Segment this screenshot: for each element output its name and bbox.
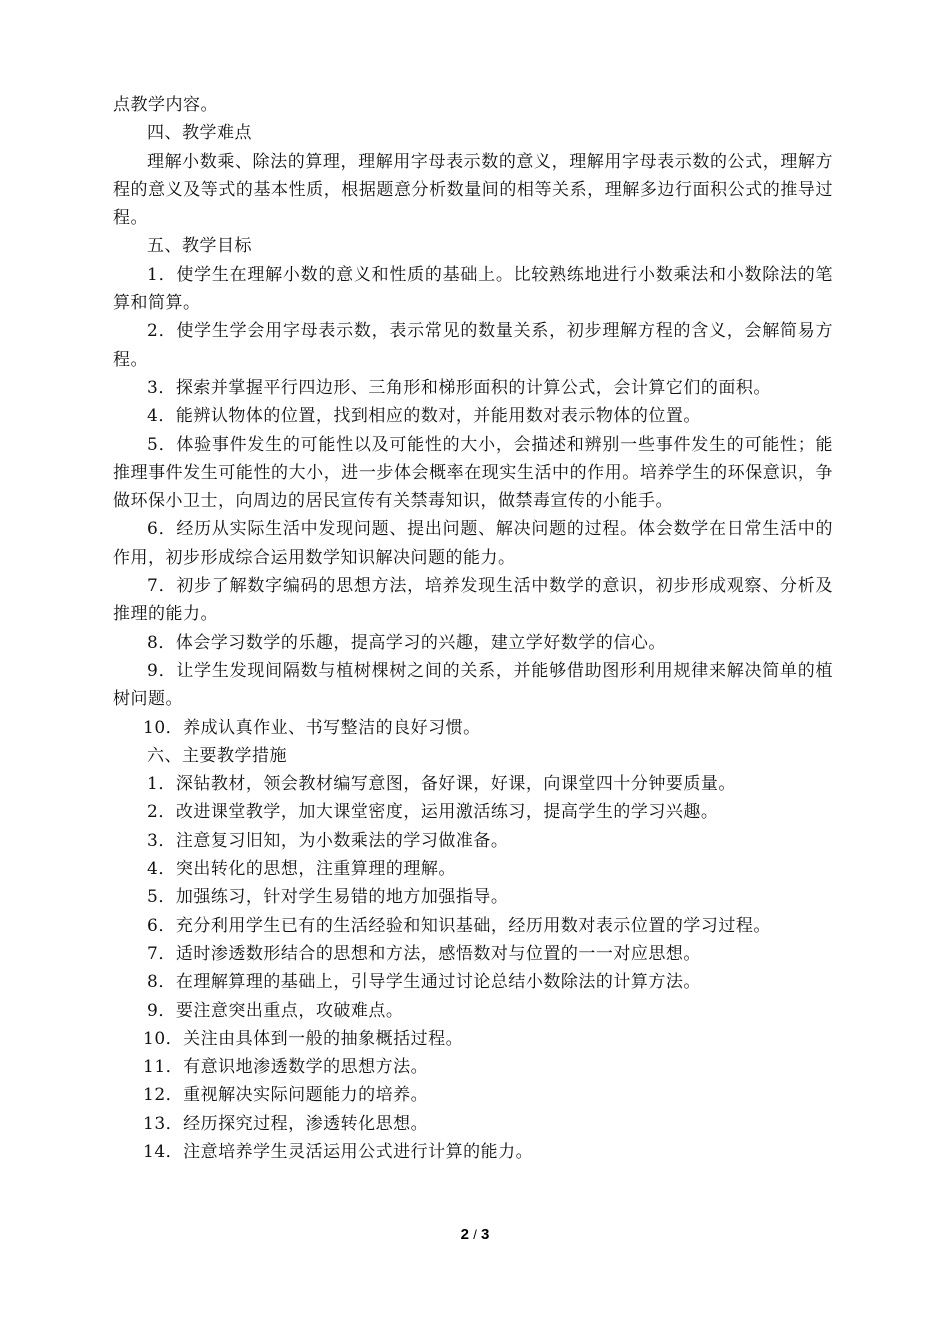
paragraph: 8．体会学习数学的乐趣，提高学习的兴趣，建立学好数学的信心。 — [147, 632, 666, 653]
section-heading: 四、教学难点 — [147, 123, 252, 144]
paragraph: 12．重视解决实际问题能力的培养。 — [143, 1085, 429, 1106]
total-pages-number: 3 — [480, 1226, 490, 1243]
page-number — [0, 1226, 950, 1243]
paragraph: 3．注意复习旧知，为小数乘法的学习做准备。 — [147, 830, 509, 851]
paragraph: 点教学内容。 — [113, 95, 218, 115]
paragraph: 4．能辨认物体的位置，找到相应的数对，并能用数对表示物体的位置。 — [147, 406, 701, 427]
paragraph: 10．关注由具体到一般的抽象概括过程。 — [143, 1028, 464, 1049]
paragraph: 1．使学生在理解小数的意义和性质的基础上。比较熟练地进行小数乘法和小数除法的笔算和简算。 — [113, 264, 833, 314]
paragraph: 7．初步了解数字编码的思想方法，培养发现生活中数学的意识，初步形成观察、分析及推理的能力。 — [113, 576, 833, 625]
paragraph: 3．探索并掌握平行四边形、三角形和梯形面积的计算公式，会计算它们的面积。 — [147, 377, 771, 398]
paragraph: 13．经历探究过程，渗透转化思想。 — [143, 1113, 429, 1134]
paragraph: 理解小数乘、除法的算理，理解用字母表示数的意义，理解用字母表示数的公式，理解方程的意义及等式的基本性质，根据题意分析数量间的相等关系，理解多边行面积公式的推导过程。 — [113, 151, 833, 229]
paragraph: 14．注意培养学生灵活运用公式进行计算的能力。 — [143, 1141, 534, 1162]
paragraph: 5．体验事件发生的可能性以及可能性的大小，会描述和辨别一些事件发生的可能性；能推理事件发生可能性的大小，进一步体会概率在现实生活中的作用。培养学生的环保意识，争做环保小卫士，向周边的居民宣传有关禁毒知识，做禁毒宣传的小能手。 — [113, 434, 833, 512]
paragraph: 2．使学生学会用字母表示数，表示常见的数量关系，初步理解方程的含义，会解简易方程。 — [113, 321, 833, 370]
paragraph: 5．加强练习，针对学生易错的地方加强指导。 — [147, 887, 509, 908]
paragraph: 6．充分利用学生已有的生活经验和知识基础，经历用数对表示位置的学习过程。 — [147, 915, 771, 936]
paragraph: 9．让学生发现间隔数与植树棵树之间的关系，并能够借助图形利用规律来解决简单的植树问题。 — [113, 660, 833, 710]
paragraph: 11．有意识地渗透数学的思想方法。 — [143, 1057, 429, 1078]
paragraph: 2．改进课堂教学，加大课堂密度，运用激活练习，提高学生的学习兴趣。 — [147, 802, 719, 823]
paragraph: 6．经历从实际生活中发现问题、提出问题、解决问题的过程。体会数学在日常生活中的作用，初步形成综合运用数学知识解决问题的能力。 — [113, 519, 833, 568]
section-heading: 五、教学目标 — [147, 236, 252, 257]
paragraph: 4．突出转化的思想，注重算理的理解。 — [147, 859, 456, 880]
document-body — [113, 91, 833, 1166]
paragraph: 10．养成认真作业、书写整洁的良好习惯。 — [143, 717, 481, 738]
page-separator: / — [473, 1227, 477, 1242]
section-heading: 六、主要教学措施 — [147, 745, 287, 766]
paragraph: 9．要注意突出重点，攻破难点。 — [147, 1000, 404, 1021]
current-page-number: 2 — [460, 1226, 470, 1243]
paragraph: 8．在理解算理的基础上，引导学生通过讨论总结小数除法的计算方法。 — [147, 972, 701, 993]
paragraph: 1．深钻教材，领会教材编写意图，备好课，好课，向课堂四十分钟要质量。 — [147, 774, 736, 795]
paragraph: 7．适时渗透数形结合的思想和方法，感悟数对与位置的一一对应思想。 — [147, 943, 701, 964]
